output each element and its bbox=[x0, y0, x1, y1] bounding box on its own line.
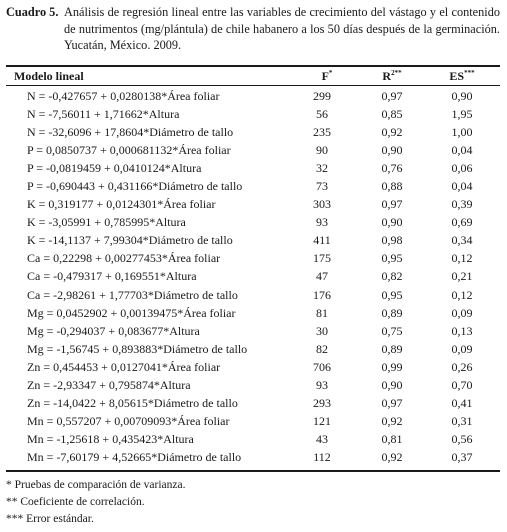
cell-f: 93 bbox=[316, 377, 328, 392]
header-r-label: R bbox=[382, 69, 392, 83]
table-row bbox=[6, 376, 500, 394]
cell-es: 0,31 bbox=[451, 413, 473, 428]
caption-text: Análisis de regresión lineal entre las variables de crecimiento del vástago y el contenido de nutrimentos (mg/plántula) de chile habanero a los 50 días después de la germinación. Yucatán, México. 2009. bbox=[64, 5, 500, 52]
table-body bbox=[6, 87, 500, 466]
cell-es: 0,26 bbox=[451, 359, 473, 374]
table-row bbox=[6, 267, 500, 285]
cell-r: 0,97 bbox=[381, 395, 403, 410]
cell-f: 293 bbox=[313, 395, 331, 410]
cell-es: 0,34 bbox=[451, 233, 473, 248]
cell-model: Mn = -1,25618 + 0,435423*Altura bbox=[27, 431, 194, 446]
cell-r: 0,97 bbox=[381, 89, 403, 103]
cell-es: 0,41 bbox=[451, 395, 473, 410]
cell-es: 0,13 bbox=[451, 323, 473, 338]
cell-model: Mg = -0,294037 + 0,083677*Altura bbox=[27, 323, 200, 338]
table-row bbox=[6, 87, 500, 105]
cell-f: 30 bbox=[316, 323, 328, 338]
cell-f: 73 bbox=[316, 179, 328, 194]
cell-r: 0,90 bbox=[381, 215, 403, 230]
cell-r: 0,76 bbox=[381, 161, 403, 176]
cell-r: 0,85 bbox=[381, 107, 403, 122]
footnote: ** Coeficiente de correlación. bbox=[6, 496, 145, 508]
cell-f: 90 bbox=[316, 143, 328, 158]
cell-model: Mn = -7,60179 + 4,52665*Diámetro de tallo bbox=[27, 449, 242, 464]
cell-es: 0,39 bbox=[451, 197, 473, 212]
table-row bbox=[6, 358, 500, 376]
table-row bbox=[6, 159, 500, 177]
table-row bbox=[6, 286, 500, 304]
cell-model: Mg = 0,0452902 + 0,00139475*Área foliar bbox=[27, 305, 236, 320]
cell-es: 1,95 bbox=[451, 107, 473, 122]
cell-r: 0,92 bbox=[381, 413, 403, 428]
header-es-mark: *** bbox=[464, 69, 475, 77]
cell-es: 0,37 bbox=[451, 449, 473, 464]
table-row bbox=[6, 412, 500, 430]
table-row bbox=[6, 105, 500, 123]
cell-f: 706 bbox=[313, 359, 331, 374]
cell-model: Mg = -1,56745 + 0,893883*Diámetro de tallo bbox=[27, 341, 248, 356]
footnotes bbox=[6, 477, 185, 528]
cell-r: 0,92 bbox=[381, 125, 403, 140]
cell-r: 0,81 bbox=[381, 431, 403, 446]
cell-es: 0,70 bbox=[451, 377, 473, 392]
cell-es: 0,09 bbox=[451, 305, 473, 320]
cell-f: 411 bbox=[313, 233, 331, 248]
cell-model: P = -0,690443 + 0,431166*Diámetro de tallo bbox=[27, 179, 243, 194]
cell-r: 0,89 bbox=[381, 341, 403, 356]
cell-model: Zn = 0,454453 + 0,0127041*Área foliar bbox=[27, 359, 221, 374]
cell-r: 0,95 bbox=[381, 287, 403, 302]
cell-es: 0,56 bbox=[451, 431, 473, 446]
cell-model: K = -14,1137 + 7,99304*Diámetro de tallo bbox=[27, 233, 233, 248]
cell-model: Zn = -2,93347 + 0,795874*Altura bbox=[27, 377, 191, 392]
table-row bbox=[6, 340, 500, 358]
cell-r: 0,90 bbox=[381, 143, 403, 158]
cell-f: 56 bbox=[316, 107, 328, 122]
cell-model: K = 0,319177 + 0,0124301*Área foliar bbox=[27, 197, 216, 212]
cell-model: N = -7,56011 + 1,71662*Altura bbox=[27, 107, 180, 122]
table-row bbox=[6, 231, 500, 249]
table-row bbox=[6, 249, 500, 267]
cell-f: 32 bbox=[316, 161, 328, 176]
cell-es: 0,09 bbox=[451, 341, 473, 356]
caption-label: Cuadro 5. bbox=[6, 5, 59, 19]
table-row bbox=[6, 304, 500, 322]
cell-f: 175 bbox=[313, 251, 331, 266]
cell-es: 0,12 bbox=[451, 287, 473, 302]
header-model: Modelo lineal bbox=[14, 69, 84, 83]
table-header bbox=[6, 68, 500, 85]
table-row bbox=[6, 213, 500, 231]
cell-r: 0,99 bbox=[381, 359, 403, 374]
footnote: * Pruebas de comparación de varianza. bbox=[6, 479, 186, 491]
header-r bbox=[370, 69, 414, 84]
table-row bbox=[6, 430, 500, 448]
table-top-rule bbox=[6, 65, 500, 67]
cell-model: N = -32,6096 + 17,8604*Diámetro de tallo bbox=[27, 125, 234, 140]
header-f bbox=[312, 69, 342, 84]
table-header-rule bbox=[6, 85, 500, 86]
cell-f: 299 bbox=[313, 89, 331, 103]
header-r-mark: 2** bbox=[391, 69, 402, 77]
header-f-label: F bbox=[321, 69, 329, 83]
cell-es: 0,04 bbox=[451, 143, 473, 158]
header-es bbox=[440, 69, 484, 84]
cell-r: 0,88 bbox=[381, 179, 403, 194]
cell-model: Ca = -2,98261 + 1,77703*Diámetro de tallo bbox=[27, 287, 238, 302]
cell-f: 303 bbox=[313, 197, 331, 212]
cell-model: P = 0,0850737 + 0,000681132*Área foliar bbox=[27, 143, 231, 158]
cell-es: 1,00 bbox=[451, 125, 473, 140]
cell-es: 0,21 bbox=[451, 269, 473, 284]
cell-r: 0,97 bbox=[381, 197, 403, 212]
table-row bbox=[6, 123, 500, 141]
table-caption bbox=[6, 4, 500, 54]
cell-model: N = -0,427657 + 0,0280138*Área foliar bbox=[27, 89, 220, 103]
table-row bbox=[6, 177, 500, 195]
cell-r: 0,90 bbox=[381, 377, 403, 392]
header-es-label: ES bbox=[449, 69, 465, 83]
cell-model: K = -3,05991 + 0,785995*Altura bbox=[27, 215, 186, 230]
cell-f: 81 bbox=[316, 305, 328, 320]
cell-f: 235 bbox=[313, 125, 331, 140]
table-row bbox=[6, 322, 500, 340]
cell-r: 0,98 bbox=[381, 233, 403, 248]
cell-f: 121 bbox=[313, 413, 331, 428]
cell-f: 93 bbox=[316, 215, 328, 230]
cell-f: 112 bbox=[313, 449, 331, 464]
cell-r: 0,92 bbox=[381, 449, 403, 464]
cell-model: Mn = 0,557207 + 0,00709093*Área foliar bbox=[27, 413, 230, 428]
cell-es: 0,12 bbox=[451, 251, 473, 266]
cell-r: 0,89 bbox=[381, 305, 403, 320]
table-row bbox=[6, 394, 500, 412]
cell-es: 0,04 bbox=[451, 179, 473, 194]
cell-f: 43 bbox=[316, 431, 328, 446]
cell-model: Ca = -0,479317 + 0,169551*Altura bbox=[27, 269, 197, 284]
cell-f: 82 bbox=[316, 341, 328, 356]
table-row bbox=[6, 195, 500, 213]
footnote: *** Error estándar. bbox=[6, 513, 94, 525]
cell-r: 0,82 bbox=[381, 269, 403, 284]
cell-f: 47 bbox=[316, 269, 328, 284]
table-row bbox=[6, 448, 500, 466]
cell-es: 0,69 bbox=[451, 215, 473, 230]
cell-r: 0,95 bbox=[381, 251, 403, 266]
cell-f: 176 bbox=[313, 287, 331, 302]
cell-model: P = -0,0819459 + 0,0410124*Altura bbox=[27, 161, 202, 176]
cell-model: Zn = -14,0422 + 8,05615*Diámetro de tallo bbox=[27, 395, 238, 410]
cell-r: 0,75 bbox=[381, 323, 403, 338]
cell-es: 0,90 bbox=[451, 89, 473, 103]
table-bottom-rule bbox=[6, 470, 500, 472]
cell-model: Ca = 0,22298 + 0,00277453*Área foliar bbox=[27, 251, 221, 266]
header-f-mark: * bbox=[328, 69, 333, 77]
cell-es: 0,06 bbox=[451, 161, 473, 176]
table-row bbox=[6, 141, 500, 159]
